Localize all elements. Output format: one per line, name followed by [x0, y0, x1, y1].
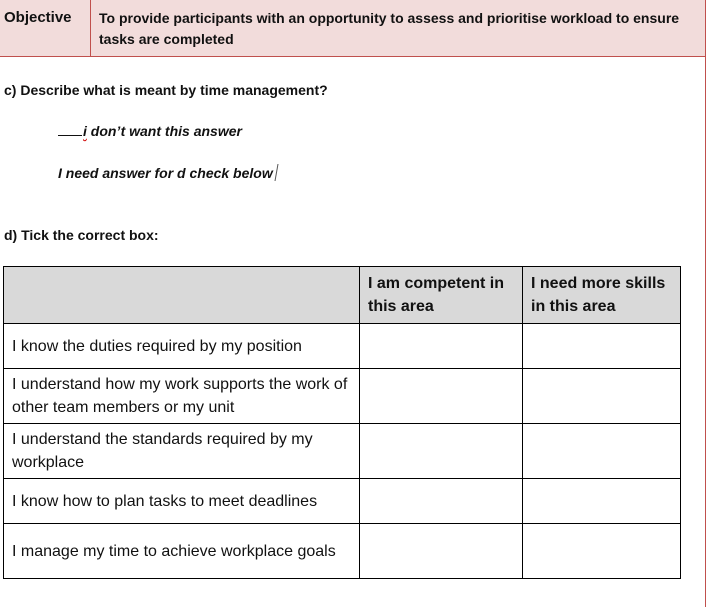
statement-cell: I understand the standards required by my workplace [4, 424, 360, 479]
objective-text: To provide participants with an opportunity to assess and prioritise workload to ensure tasks are completed [99, 10, 680, 47]
statement-cell: I understand how my work supports the work of other team members or my unit [4, 369, 360, 424]
blank-underline [58, 123, 82, 136]
statement-cell: I manage my time to achieve workplace goals [4, 524, 360, 579]
table-row [4, 369, 681, 424]
objective-banner [0, 0, 706, 57]
answer-line-1[interactable] [58, 123, 242, 139]
tick-table [3, 266, 681, 579]
answer-line-2-text: I need answer for d check below [58, 165, 273, 181]
tick-box-need-skills[interactable] [523, 324, 681, 369]
table-row [4, 524, 681, 579]
tick-box-need-skills[interactable] [523, 479, 681, 524]
tick-box-need-skills[interactable] [523, 369, 681, 424]
answer-line-2[interactable] [58, 164, 277, 181]
tick-box-need-skills[interactable] [523, 424, 681, 479]
question-d-prompt: d) Tick the correct box: [4, 227, 159, 243]
question-c-prompt: c) Describe what is meant by time management? [4, 82, 328, 98]
objective-label: Objective [4, 9, 72, 26]
objective-divider [90, 0, 91, 57]
spellcheck-word: i [83, 123, 87, 139]
table-row [4, 424, 681, 479]
statement-cell: I know the duties required by my position [4, 324, 360, 369]
table-header-row [4, 267, 681, 324]
tick-box-competent[interactable] [360, 424, 523, 479]
table-row [4, 324, 681, 369]
tick-box-competent[interactable] [360, 324, 523, 369]
text-cursor [274, 164, 278, 181]
header-cell-statement [4, 267, 360, 324]
answer-line-1-text: don’t want this answer [86, 123, 242, 139]
header-cell-need-skills: I need more skills in this area [523, 267, 681, 324]
header-cell-competent: I am competent in this area [360, 267, 523, 324]
statement-cell: I know how to plan tasks to meet deadlines [4, 479, 360, 524]
tick-box-competent[interactable] [360, 369, 523, 424]
tick-box-competent[interactable] [360, 479, 523, 524]
tick-box-competent[interactable] [360, 524, 523, 579]
tick-box-need-skills[interactable] [523, 524, 681, 579]
page-border-line [705, 57, 706, 607]
table-row [4, 479, 681, 524]
